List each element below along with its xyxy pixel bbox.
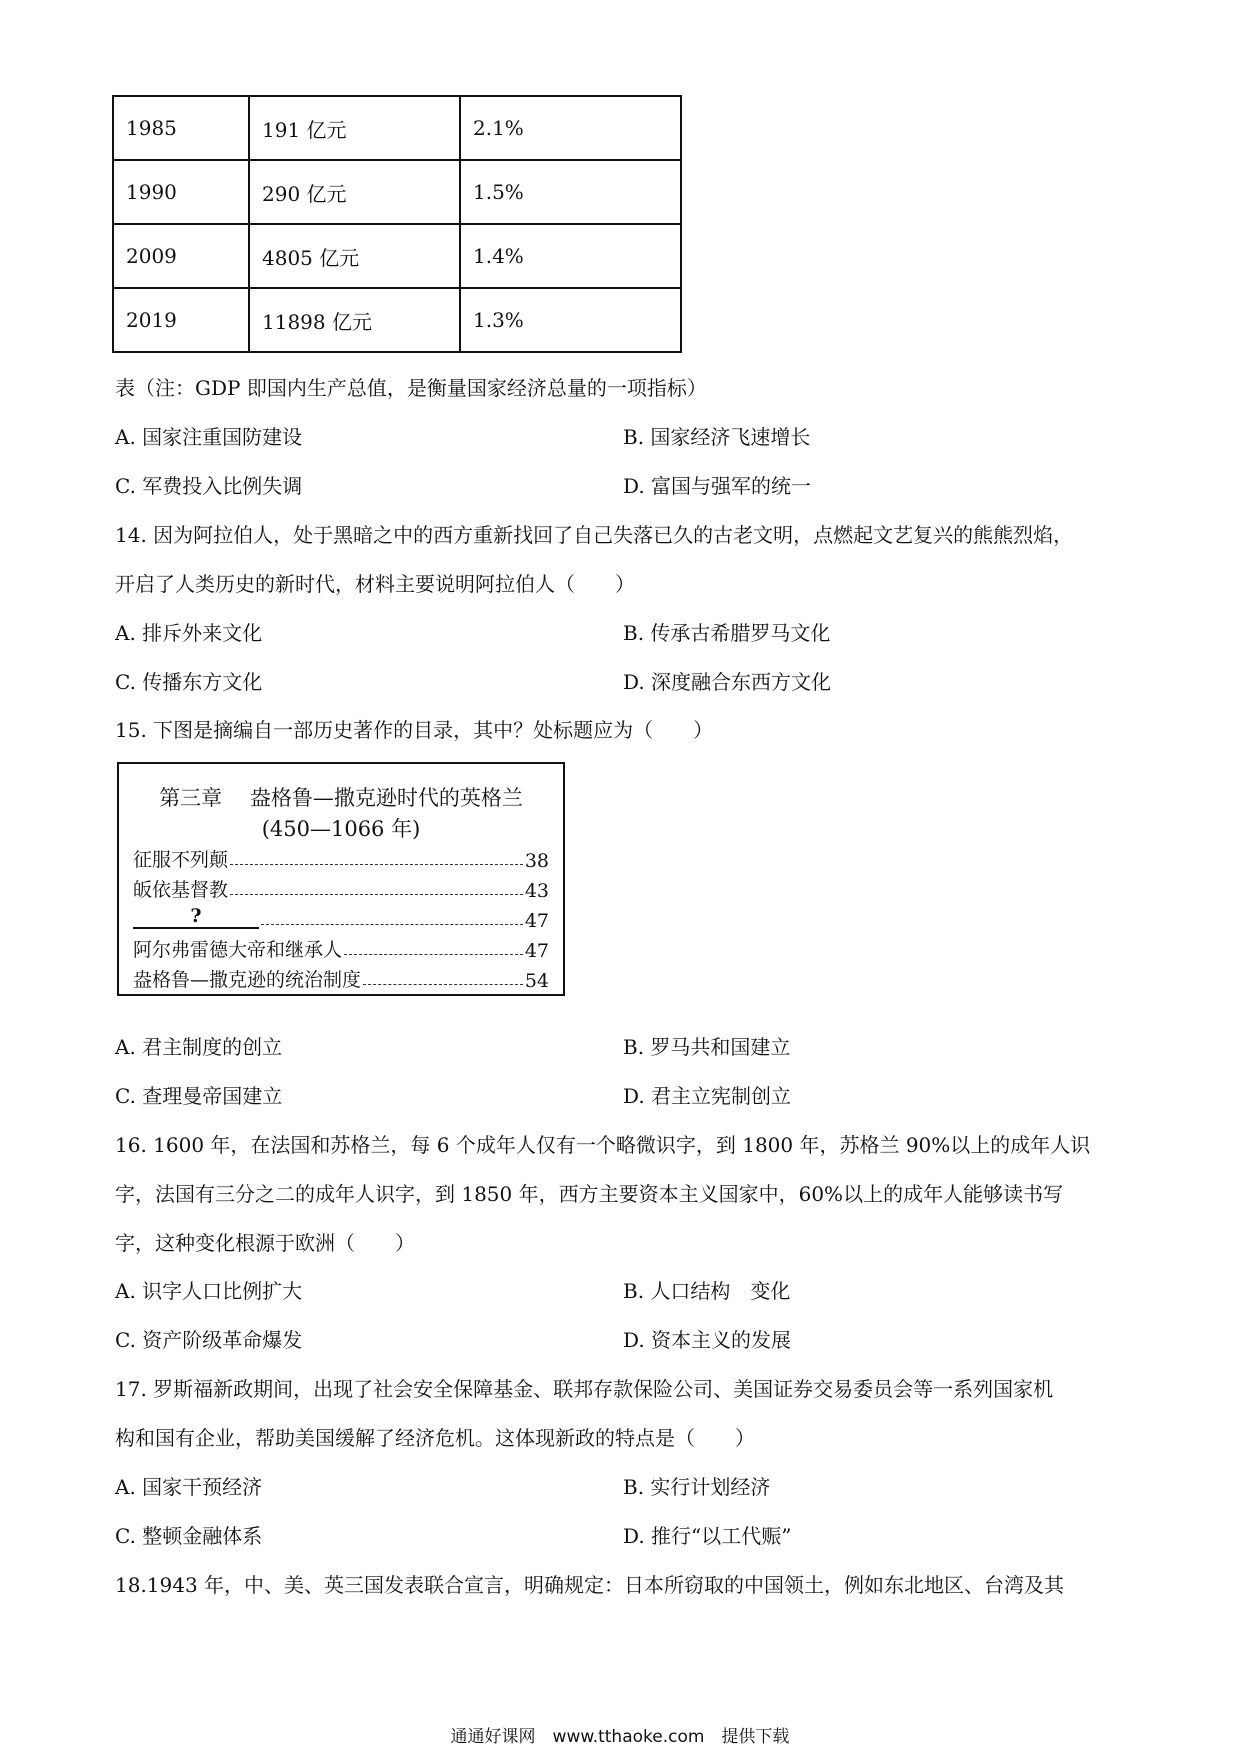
table-cell: 4805 亿元 xyxy=(249,224,460,288)
table-row xyxy=(113,224,681,288)
q15-text-line: 15. 下图是摘编自一部历史著作的目录，其中？处标题应为（ ） xyxy=(115,718,714,742)
q17-text-line: 17. 罗斯福新政期间，出现了社会安全保障基金、联邦存款保险公司、美国证券交易委员会等一系列国家机 xyxy=(115,1377,1054,1401)
toc-row-page: 54 xyxy=(524,970,549,992)
q17-option-d: D. 推行“以工代赈” xyxy=(623,1524,792,1548)
table-cell: 2009 xyxy=(113,224,249,288)
table-cell: 11898 亿元 xyxy=(249,288,460,352)
q14-option-d: D. 深度融合东西方文化 xyxy=(623,670,832,694)
toc-leader-dots xyxy=(261,924,523,925)
q13-option-d: D. 富国与强军的统一 xyxy=(623,474,812,498)
table-row xyxy=(113,160,681,224)
table-row xyxy=(113,288,681,352)
q13-option-c: C. 军费投入比例失调 xyxy=(115,474,303,498)
q17-option-b: B. 实行计划经济 xyxy=(623,1475,771,1499)
table-of-contents-figure xyxy=(117,762,565,996)
toc-row-label: 阿尔弗雷德大帝和继承人 xyxy=(133,939,343,961)
q18-text-line: 18.1943 年，中、美、英三国发表联合宣言，明确规定：日本所窃取的中国领土，例如东北地区、台湾及其 xyxy=(115,1573,1065,1597)
table-cell: 2019 xyxy=(113,288,249,352)
q16-text-line: 字，这种变化根源于欧洲（ ） xyxy=(115,1231,415,1255)
table-cell: 1990 xyxy=(113,160,249,224)
toc-leader-dots xyxy=(230,864,523,865)
toc-leader-dots xyxy=(344,954,523,955)
toc-chapter-years: (450—1066 年) xyxy=(261,817,421,841)
table-cell: 191 亿元 xyxy=(249,96,460,160)
toc-row-page: 43 xyxy=(524,880,549,902)
toc-blank-question: ? xyxy=(133,905,259,929)
q17-option-c: C. 整顿金融体系 xyxy=(115,1524,263,1548)
q14-option-a: A. 排斥外来文化 xyxy=(115,621,263,645)
q13-option-a: A. 国家注重国防建设 xyxy=(115,425,303,449)
toc-row xyxy=(133,874,549,902)
q16-text-line: 16. 1600 年，在法国和苏格兰，每 6 个成年人仅有一个略微识字，到 1800 年，苏格兰 90%以上的成年人识 xyxy=(115,1133,1091,1157)
q13-option-b: B. 国家经济飞速增长 xyxy=(623,425,811,449)
toc-chapter-title: 第三章 盎格鲁—撒克逊时代的英格兰 xyxy=(159,786,523,810)
toc-row-label: 征服不列颠 xyxy=(133,849,229,871)
gdp-military-table xyxy=(112,95,682,353)
table-cell: 1.5% xyxy=(460,160,681,224)
table-cell: 1.3% xyxy=(460,288,681,352)
q15-option-b: B. 罗马共和国建立 xyxy=(623,1035,791,1059)
q16-text-line: 字，法国有三分之二的成年人识字，到 1850 年，西方主要资本主义国家中，60%以上的成年人能够读书写 xyxy=(115,1182,1064,1206)
q16-option-d: D. 资本主义的发展 xyxy=(623,1328,792,1352)
toc-row xyxy=(133,964,549,992)
table-cell: 1.4% xyxy=(460,224,681,288)
q14-option-c: C. 传播东方文化 xyxy=(115,670,263,694)
q16-option-b: B. 人口结构 变化 xyxy=(623,1279,791,1303)
toc-row-page: 47 xyxy=(524,940,549,962)
toc-row-page: 38 xyxy=(524,850,549,872)
table-cell: 1985 xyxy=(113,96,249,160)
table-cell: 2.1% xyxy=(460,96,681,160)
toc-row xyxy=(133,934,549,962)
toc-row xyxy=(133,844,549,872)
table-note: 表（注：GDP 即国内生产总值，是衡量国家经济总量的一项指标） xyxy=(115,376,707,400)
q14-option-b: B. 传承古希腊罗马文化 xyxy=(623,621,831,645)
q15-option-a: A. 君主制度的创立 xyxy=(115,1035,283,1059)
q15-option-d: D. 君主立宪制创立 xyxy=(623,1084,792,1108)
table-row xyxy=(113,96,681,160)
q15-option-c: C. 查理曼帝国建立 xyxy=(115,1084,283,1108)
q16-option-c: C. 资产阶级革命爆发 xyxy=(115,1328,303,1352)
q14-text-line: 14. 因为阿拉伯人，处于黑暗之中的西方重新找回了自己失落已久的古老文明，点燃起文艺复兴的熊熊烈焰， xyxy=(115,523,1074,547)
toc-row-page: 47 xyxy=(524,910,549,932)
q17-text-line: 构和国有企业，帮助美国缓解了经济危机。这体现新政的特点是（ ） xyxy=(115,1426,755,1450)
q16-option-a: A. 识字人口比例扩大 xyxy=(115,1279,303,1303)
toc-leader-dots xyxy=(363,984,523,985)
toc-row-label: 盎格鲁—撒克逊的统治制度 xyxy=(133,969,362,991)
toc-leader-dots xyxy=(230,894,523,895)
toc-row-label: 皈依基督教 xyxy=(133,879,229,901)
q17-option-a: A. 国家干预经济 xyxy=(115,1475,263,1499)
table-cell: 290 亿元 xyxy=(249,160,460,224)
page-footer: 通通好课网 www.tthaoke.com 提供下载 xyxy=(450,1727,790,1747)
toc-row xyxy=(133,904,549,932)
q14-text-line: 开启了人类历史的新时代，材料主要说明阿拉伯人（ ） xyxy=(115,572,635,596)
